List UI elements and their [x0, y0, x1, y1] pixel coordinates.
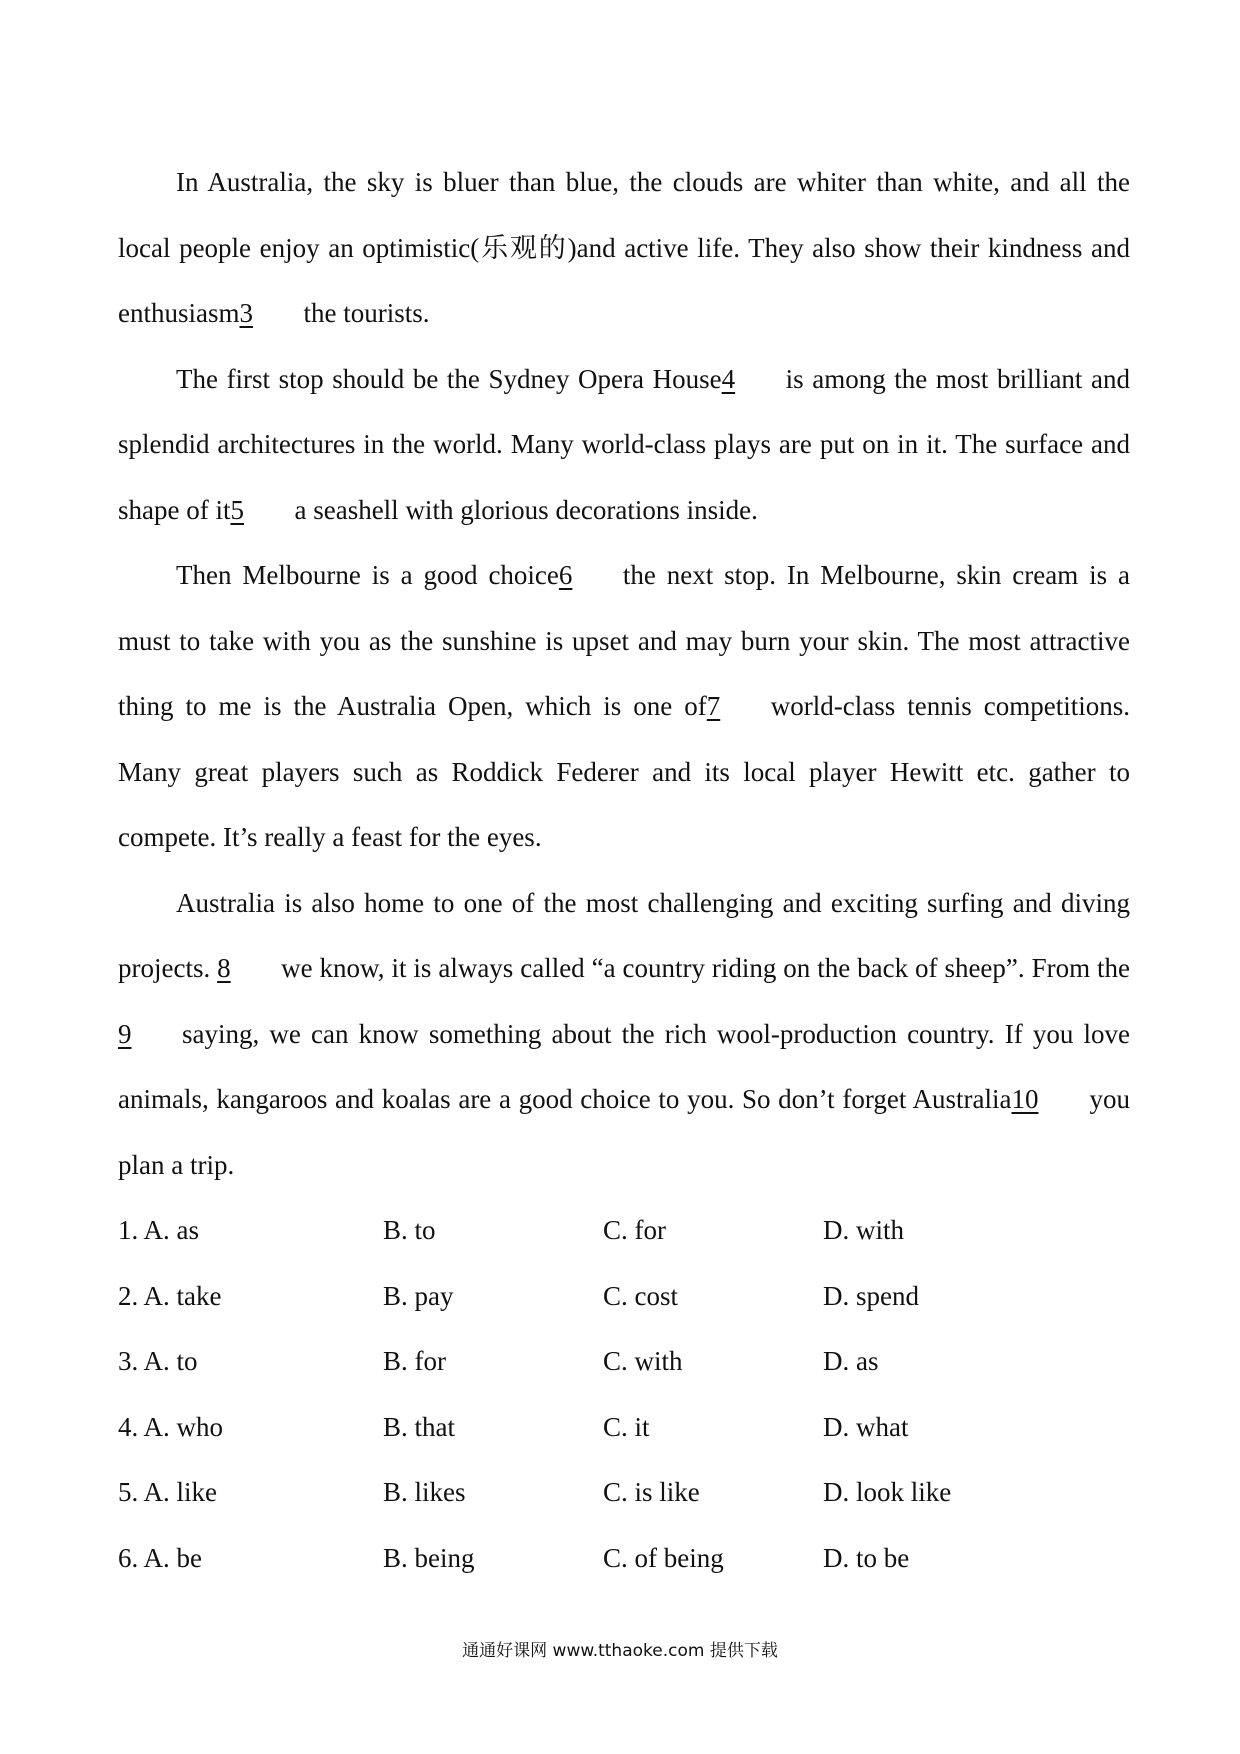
passage-text: In Australia, the sky is bluer than blue, the clouds are whiter than white, and all the local people enjoy an optimistic(乐观的)and active life. They also show their kindness and enthusiasm — [118, 167, 1130, 328]
option-d: D. as — [823, 1346, 879, 1376]
passage-paragraph — [118, 150, 1130, 347]
option-b: B. to — [383, 1215, 436, 1245]
option-b: B. for — [383, 1346, 446, 1376]
passage-text: world-class tennis competitions. Many great players such as Roddick Federer and its local player Hewitt etc. gather to compete. It’s really a feast for the eyes. — [118, 691, 1130, 852]
question-row — [118, 1264, 1130, 1330]
option-c: C. with — [603, 1346, 683, 1376]
passage-text: Then Melbourne is a good choice — [176, 560, 559, 590]
blank-number: 7 — [706, 691, 721, 721]
blank-number: 8 — [217, 953, 231, 983]
option-c: C. of being — [603, 1542, 724, 1573]
blank-number: 3 — [239, 298, 253, 328]
option-d: D. spend — [823, 1280, 919, 1311]
passage — [118, 150, 1130, 1198]
option-a: 6. A. be — [118, 1542, 202, 1573]
question-row — [118, 1198, 1130, 1264]
question-row — [118, 1395, 1130, 1461]
question-row — [118, 1526, 1130, 1592]
option-d: D. to be — [823, 1542, 910, 1573]
option-a: 5. A. like — [118, 1477, 217, 1507]
passage-paragraph — [118, 871, 1130, 1199]
question-row — [118, 1329, 1130, 1395]
option-b: B. pay — [383, 1280, 454, 1311]
option-d: D. look like — [823, 1477, 952, 1507]
option-a: 2. A. take — [118, 1280, 222, 1311]
passage-text: we know, it is always called “a country riding on the back of sheep”. From the — [281, 953, 1130, 983]
passage-text: The first stop should be the Sydney Opera House — [176, 363, 722, 394]
passage-text: a seashell with glorious decorations inside. — [294, 494, 758, 525]
option-a: 1. A. as — [118, 1215, 199, 1245]
blank-number: 6 — [558, 560, 573, 590]
passage-text: the next stop. In Melbourne, skin cream is a must to take with you as the sunshine is upset and may burn your skin. The most attractive thing to me is the Australia Open, which is one of — [118, 560, 1131, 721]
blank-number: 9 — [118, 1018, 132, 1049]
passage-paragraph — [118, 543, 1130, 871]
option-b: B. likes — [383, 1477, 466, 1507]
option-b: B. that — [383, 1411, 455, 1442]
option-d: D. what — [823, 1411, 909, 1442]
blank-number: 5 — [230, 494, 244, 525]
passage-text: you plan a trip. — [118, 1084, 1130, 1180]
option-a: 4. A. who — [118, 1411, 224, 1442]
footer-watermark: 通通好课网 www.tthaoke.com 提供下载 — [462, 1641, 778, 1661]
passage-text: Australia is also home to one of the most challenging and exciting surfing and diving projects. — [118, 887, 1130, 983]
option-c: C. cost — [603, 1280, 679, 1311]
option-d: D. with — [823, 1215, 904, 1245]
blank-number: 4 — [721, 363, 736, 394]
option-c: C. for — [603, 1215, 666, 1245]
option-c: C. it — [603, 1411, 650, 1442]
passage-paragraph — [118, 347, 1130, 544]
passage-text: is among the most brilliant and splendid architectures in the world. Many world-class plays are put on in it. The surface and shape of it — [118, 363, 1130, 525]
answer-options — [118, 1198, 1130, 1591]
blank-number: 10 — [1011, 1084, 1039, 1114]
option-a: 3. A. to — [118, 1346, 198, 1376]
passage-text: the tourists. — [303, 298, 430, 328]
question-row — [118, 1460, 1130, 1526]
option-b: B. being — [383, 1542, 475, 1573]
document-page — [118, 150, 1130, 1591]
passage-text: saying, we can know something about the rich wool-production country. If you love animals, kangaroos and koalas are a good choice to you. So don’t forget Australia — [118, 1018, 1130, 1114]
option-c: C. is like — [603, 1477, 700, 1507]
